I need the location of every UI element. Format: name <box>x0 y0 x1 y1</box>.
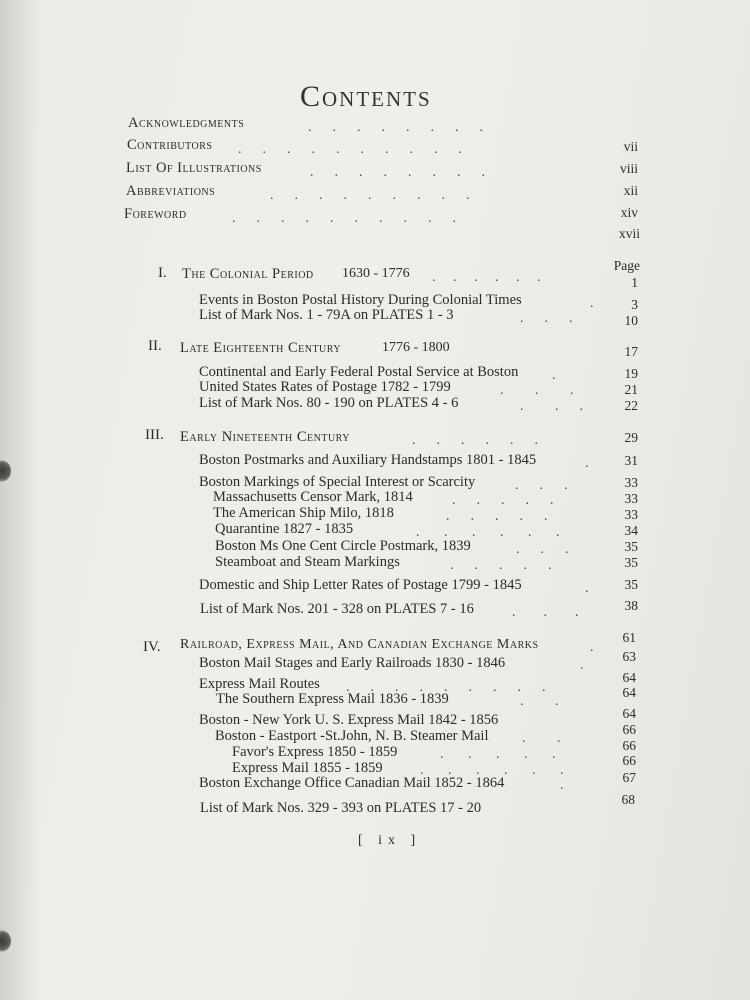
leader-dots: . . . . . <box>440 747 556 762</box>
leader-dots: . . . <box>516 542 569 557</box>
chapter-page: 17 <box>624 344 638 359</box>
entry-page: 66 <box>622 738 636 753</box>
leader-dots: . . . . . <box>452 493 554 508</box>
leader-dots: . . . . . . <box>416 525 560 540</box>
entry-page: 33 <box>624 507 638 522</box>
chapter-numeral: IV. <box>143 639 161 655</box>
entry: List of Mark Nos. 1 - 79A on PLATES 1 - 3 <box>199 307 454 323</box>
page-column-header: Page <box>613 258 640 273</box>
entry-page: 66 <box>622 753 636 768</box>
chapter-numeral: III. <box>145 427 164 443</box>
entry: Favor's Express 1850 - 1859 <box>232 744 398 760</box>
entry: Quarantine 1827 - 1835 <box>215 521 354 537</box>
leader-dots: . . . . . . . . <box>310 165 485 180</box>
entry: Massachusetts Censor Mark, 1814 <box>213 489 413 505</box>
chapter-numeral: II. <box>148 338 162 354</box>
leader-dots: . . . <box>515 478 568 493</box>
leader-dots: . . <box>522 731 561 746</box>
front-item-contributors: Contributors <box>127 137 213 153</box>
entry: List of Mark Nos. 201 - 328 on PLATES 7 - 16 <box>200 601 474 617</box>
front-page-viii: viii <box>619 161 638 176</box>
leader-dots: . . . . . . . . . <box>346 680 546 695</box>
entry: The American Ship Milo, 1818 <box>213 505 394 521</box>
leader-dots: . <box>552 368 556 383</box>
entry-page: 34 <box>624 523 638 538</box>
entry-page: 66 <box>622 722 636 737</box>
entry: The Southern Express Mail 1836 - 1839 <box>216 691 449 707</box>
leader-dots: . <box>585 581 589 596</box>
entry: Express Mail Routes <box>199 676 320 692</box>
leader-dots: . . . . . . <box>412 433 538 448</box>
page-shadow <box>0 0 40 1000</box>
leader-dots: . <box>590 296 594 311</box>
entry-page: 35 <box>624 555 638 570</box>
page-title: Contents <box>300 80 432 113</box>
front-page-xiv: xiv <box>620 205 638 220</box>
front-item-acknowledgments: Acknowledgments <box>128 115 245 131</box>
leader-dots: . . . . . . . . . . <box>232 211 456 226</box>
chapter-dates: 1776 - 1800 <box>382 340 450 355</box>
front-page-xii: xii <box>623 183 638 198</box>
leader-dots: . . . <box>520 311 573 326</box>
leader-dots: . . . . . <box>450 558 552 573</box>
entry-page: 63 <box>622 649 636 664</box>
leader-dots: . <box>585 456 589 471</box>
entry: Events in Boston Postal History During Colonial Times <box>199 292 522 308</box>
entry: Boston Markings of Special Interest or Scarcity <box>199 474 476 490</box>
entry-page: 67 <box>622 770 636 785</box>
front-page-xvii: xvii <box>618 226 640 241</box>
entry: Boston Postmarks and Auxiliary Handstamps 1801 - 1845 <box>199 452 537 468</box>
entry-page: 10 <box>624 313 638 328</box>
page-folio: [ ix ] <box>358 833 422 848</box>
chapter-title: The Colonial Period <box>182 266 314 282</box>
chapter-page: 1 <box>631 275 638 290</box>
chapter-numeral: I. <box>158 265 167 281</box>
chapter-title: Early Nineteenth Century <box>180 429 351 445</box>
front-item-abbreviations: Abbreviations <box>126 183 216 199</box>
entry: Express Mail 1855 - 1859 <box>232 760 383 776</box>
entry-page: 31 <box>624 453 638 468</box>
entry-page: 22 <box>624 398 638 413</box>
chapter-title: Late Eighteenth Century <box>180 340 342 356</box>
leader-dots: . . . <box>520 399 583 414</box>
leader-dots: . <box>590 640 594 655</box>
front-page-vii: vii <box>623 139 638 154</box>
entry-page: 35 <box>624 577 638 592</box>
entry: United States Rates of Postage 1782 - 1799 <box>199 379 451 395</box>
leader-dots: . . . . . . . . . <box>270 188 470 203</box>
entry-page: 33 <box>624 491 638 506</box>
leader-dots: . . . . . . . . <box>308 120 483 135</box>
leader-dots: . . . . . <box>446 509 548 524</box>
entry: List of Mark Nos. 329 - 393 on PLATES 17 - 20 <box>200 800 482 816</box>
chapter-page: 61 <box>622 630 636 645</box>
entry: Continental and Early Federal Postal Service at Boston <box>199 364 519 380</box>
chapter-title: Railroad, Express Mail, And Canadian Exchange Marks <box>180 637 539 652</box>
leader-dots: . . . <box>500 383 574 398</box>
entry-page: 35 <box>624 539 638 554</box>
front-item-list-of-illustrations: List Of Illustrations <box>126 160 262 176</box>
entry: Steamboat and Steam Markings <box>215 554 400 570</box>
entry: Boston Ms One Cent Circle Postmark, 1839 <box>215 538 471 554</box>
entry-page: 3 <box>631 297 638 312</box>
front-item-foreword: Foreword <box>124 206 187 222</box>
leader-dots: . . . . . . <box>420 763 564 778</box>
leader-dots: . <box>580 658 584 673</box>
leader-dots: . . <box>520 694 559 709</box>
chapter-page: 29 <box>624 430 638 445</box>
leader-dots: . . . . . . <box>432 270 541 285</box>
entry: Boston Exchange Office Canadian Mail 1852 - 1864 <box>199 775 505 791</box>
entry-page: 68 <box>621 792 635 807</box>
leader-dots: . <box>560 778 564 793</box>
leader-dots: . . . <box>512 605 579 620</box>
entry-page: 21 <box>624 382 638 397</box>
entry: Boston - Eastport -St.John, N. B. Steamer Mail <box>215 728 489 744</box>
chapter-dates: 1630 - 1776 <box>342 266 410 281</box>
entry-page: 19 <box>624 366 638 381</box>
leader-dots: . . . . . . . . . . <box>238 142 462 157</box>
entry-page: 33 <box>624 475 638 490</box>
entry-page: 64 <box>622 685 636 700</box>
entry-page: 64 <box>622 706 636 721</box>
entry: Boston Mail Stages and Early Railroads 1830 - 1846 <box>199 655 506 671</box>
entry: Domestic and Ship Letter Rates of Postage 1799 - 1845 <box>199 577 522 593</box>
entry: List of Mark Nos. 80 - 190 on PLATES 4 - 6 <box>199 395 459 411</box>
entry: Boston - New York U. S. Express Mail 1842 - 1856 <box>199 712 499 728</box>
entry-page: 38 <box>624 598 638 613</box>
entry-page: 64 <box>622 670 636 685</box>
